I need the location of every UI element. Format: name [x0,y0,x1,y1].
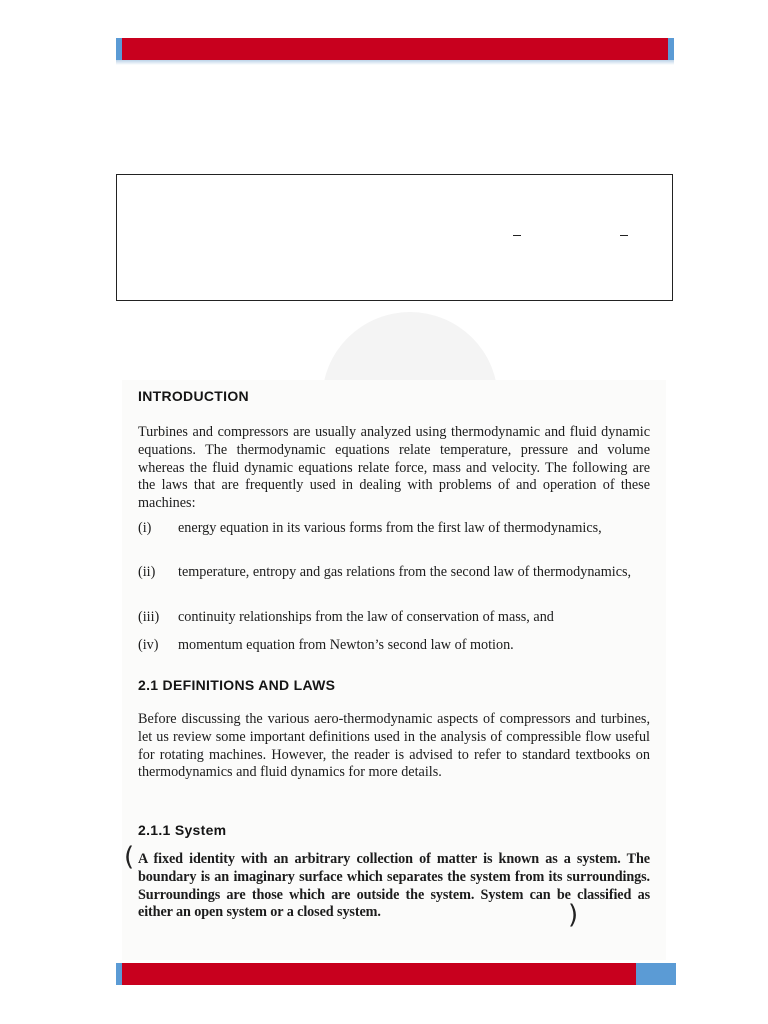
list-item [138,637,650,655]
list-item-text: energy equation in its various forms from the first law of thermodynamics, [178,520,602,536]
header-band-right-accent [668,38,674,60]
list-item [138,564,650,582]
introduction-heading: INTRODUCTION [138,388,249,404]
empty-frame-box [116,174,673,301]
header-band-left-accent [116,38,122,60]
list-item-number: (ii) [138,564,156,580]
introduction-paragraph: Turbines and compressors are usually analyzed using thermodynamic and fluid dynamic equations. The thermodynamic equations relate temperature, pressure and volume whereas the fluid dynamic equations relate force, mass and velocity. The following are the laws that are frequently used in dealing with problems of and operation of these machines: [138,424,650,512]
section-paragraph: Before discussing the various aero-thermodynamic aspects of compressors and turbines, let us review some important definitions used in the analysis of compressible flow useful for rotating machines. However, the reader is advised to refer to standard textbooks on thermodynamics and fluid dynamics for more details. [138,711,650,781]
section-heading: 2.1 DEFINITIONS AND LAWS [138,677,336,693]
list-item-number: (iv) [138,637,159,653]
handwritten-bracket-mark: ) [568,900,579,930]
list-item-text: momentum equation from Newton’s second law of motion. [178,637,514,653]
footer-band-left-accent [116,963,122,985]
list-item [138,520,650,538]
handwritten-bracket-mark: ( [124,842,135,872]
scanned-page [122,380,666,960]
subsection-heading: 2.1.1 System [138,822,227,838]
list-item-text: temperature, entropy and gas relations from the second law of thermodynamics, [178,564,632,580]
footer-band [116,963,636,985]
list-item [138,609,650,627]
list-item-text: continuity relationships from the law of conservation of mass, and [178,609,554,625]
subsection-paragraph: A fixed identity with an arbitrary collection of matter is known as a system. The boundary is an imaginary surface which separates the system from its surroundings. Surroundings are those which are outside the system. System can be classified as either an open system or a closed system. [138,851,650,921]
frame-dash-mark [513,235,521,236]
header-band [116,38,674,60]
frame-dash-mark [620,235,628,236]
header-band-shadow [116,60,674,65]
list-item-number: (i) [138,520,152,536]
footer-band-right-block [636,963,676,985]
list-item-number: (iii) [138,609,160,625]
